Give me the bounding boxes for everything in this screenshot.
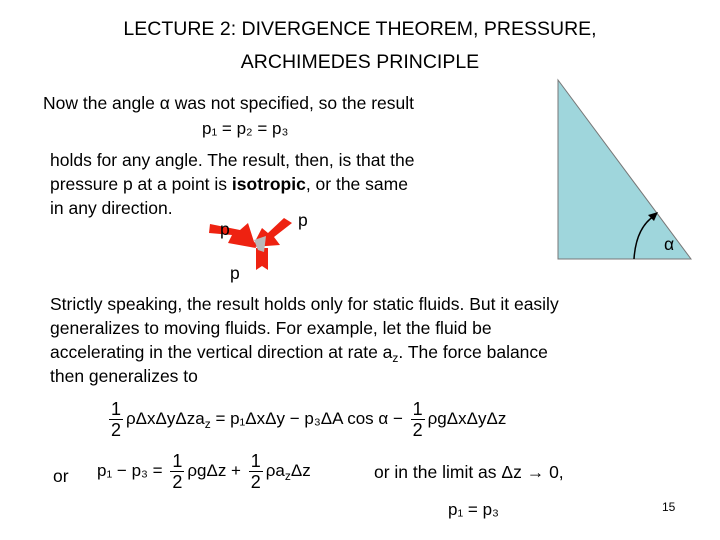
para2-line4: then generalizes to — [50, 366, 198, 386]
para1-line3: in any direction. — [50, 198, 173, 218]
slide-number: 15 — [662, 500, 676, 514]
para1-line1: holds for any angle. The result, then, is that the — [50, 150, 415, 170]
slide-title-line2: ARCHIMEDES PRINCIPLE — [240, 51, 480, 73]
force-balance-equation — [106, 399, 506, 440]
para2-line2: generalizes to moving fluids. For example, let the fluid be — [50, 318, 492, 338]
arrow-center — [254, 236, 266, 252]
triangle-element — [550, 78, 700, 268]
limit-text: or in the limit as Δz → 0, — [374, 462, 564, 482]
isotropic-term: isotropic — [231, 174, 306, 194]
fraction-half: $\frac{1}{2}$ — [250, 451, 261, 492]
para2-line3-start: accelerating in the vertical direction at rate a — [50, 342, 393, 362]
slide-title-line1: LECTURE 2: DIVERGENCE THEOREM, PRESSURE, — [123, 18, 597, 40]
arrow-label-left: p — [220, 219, 230, 239]
eq2-part1: ρgΔz + — [187, 460, 246, 480]
fraction-half: $\frac{1}{2}$ — [111, 399, 122, 440]
final-equation: p₁ = p₃ — [448, 500, 499, 519]
eq2-subscript: z — [284, 468, 291, 483]
angle-label: α — [664, 234, 675, 254]
intro-line: Now the angle α was not specified, so the result — [43, 93, 415, 113]
pressure-difference-equation — [97, 451, 311, 492]
eq2-part3: Δz — [290, 460, 311, 480]
eq1-part1: ρΔxΔyΔza — [126, 408, 205, 428]
para1-line2 — [50, 172, 408, 196]
para2-line1: Strictly speaking, the result holds only for static fluids. But it easily — [50, 294, 559, 314]
or-label: or — [53, 466, 69, 486]
arrow-label-upper: p — [298, 210, 308, 230]
para2-line3-subscript: z — [392, 351, 399, 365]
eq1-subscript: z — [204, 416, 211, 431]
result-equation: p₁ = p₂ = p₃ — [202, 119, 289, 138]
eq1-part2: = p₁ΔxΔy − p₃ΔA cos α − — [210, 408, 408, 428]
fraction-half: $\frac{1}{2}$ — [412, 399, 423, 440]
arrow-left — [209, 223, 256, 248]
para1-line2-end: , or the same — [305, 174, 408, 194]
eq1-part3: ρgΔxΔyΔz — [427, 408, 507, 428]
para2-line3-end: . The force balance — [398, 342, 548, 362]
eq2-part2: ρa — [265, 460, 285, 480]
fraction-half: $\frac{1}{2}$ — [172, 451, 183, 492]
para1-line2-start: pressure p at a point is — [50, 174, 232, 194]
arrow-label-bottom: p — [230, 263, 240, 283]
eq2-lhs: p₁ − p₃ = — [97, 460, 168, 480]
